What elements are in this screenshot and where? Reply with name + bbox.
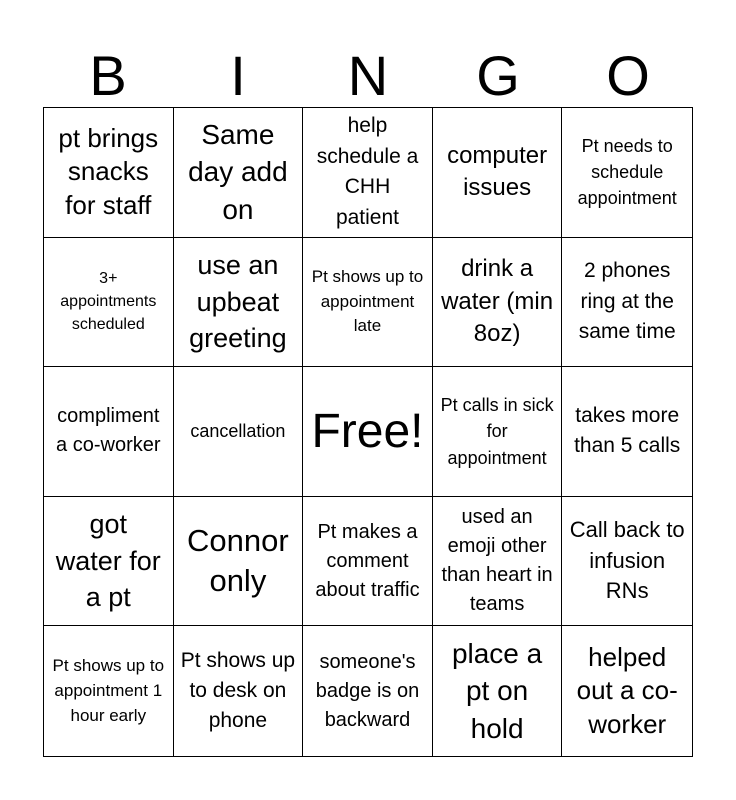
free-space[interactable]	[303, 367, 433, 497]
cell-text: Pt shows up to appointment late	[311, 266, 424, 336]
cell-text: takes more than 5 calls	[574, 404, 681, 458]
bingo-cell[interactable]	[303, 626, 433, 756]
header-letter-n: N	[347, 44, 389, 107]
bingo-cell[interactable]	[174, 367, 304, 497]
bingo-cell[interactable]	[562, 497, 692, 627]
bingo-cell[interactable]	[44, 238, 174, 368]
bingo-header	[43, 46, 693, 106]
cell-text: helped out a co-worker	[576, 641, 678, 740]
bingo-cell[interactable]	[562, 238, 692, 368]
cell-text: got water for a pt	[55, 509, 161, 613]
cell-text: Free!	[311, 404, 424, 458]
header-letter-g: G	[476, 44, 520, 107]
header-letter-o: O	[606, 44, 650, 107]
cell-text: Call back to infusion RNs	[569, 516, 685, 604]
bingo-cell[interactable]	[433, 367, 563, 497]
cell-text: drink a water (min 8oz)	[441, 255, 554, 348]
header-letter-i: I	[230, 44, 246, 107]
bingo-cell[interactable]	[174, 238, 304, 368]
bingo-cell[interactable]	[433, 238, 563, 368]
bingo-cell[interactable]	[562, 108, 692, 238]
bingo-cell[interactable]	[44, 497, 174, 627]
bingo-cell[interactable]	[303, 108, 433, 238]
cell-text: pt brings snacks for staff	[58, 122, 159, 221]
bingo-cell[interactable]	[433, 108, 563, 238]
bingo-cell[interactable]	[44, 626, 174, 756]
cell-text: 3+ appointments scheduled	[60, 270, 157, 334]
cell-text: computer issues	[447, 141, 548, 202]
bingo-cell[interactable]	[562, 626, 692, 756]
bingo-cell[interactable]	[562, 367, 692, 497]
cell-text: cancellation	[190, 421, 286, 442]
cell-text: Pt makes a comment about traffic	[315, 520, 420, 601]
bingo-cell[interactable]	[303, 497, 433, 627]
cell-text: compliment a co-worker	[56, 405, 161, 457]
cell-text: Pt calls in sick for appointment	[440, 395, 554, 468]
bingo-cell[interactable]	[174, 497, 304, 627]
bingo-cell[interactable]	[174, 108, 304, 238]
bingo-cell[interactable]	[433, 626, 563, 756]
cell-text: Pt shows up to appointment 1 hour early	[52, 656, 165, 725]
cell-text: Same day add on	[188, 118, 288, 226]
cell-text: 2 phones ring at the same time	[578, 259, 676, 344]
cell-text: used an emoji other than heart in teams	[441, 506, 553, 616]
cell-text: Pt shows up to desk on phone	[180, 648, 296, 733]
cell-text: Pt needs to schedule appointment	[577, 136, 677, 209]
header-letter-b: B	[89, 44, 127, 107]
cell-text: use an upbeat greeting	[189, 250, 287, 354]
cell-text: place a pt on hold	[451, 637, 543, 745]
cell-text: help schedule a CHH patient	[316, 114, 419, 229]
cell-text: Connor only	[187, 522, 289, 599]
bingo-cell[interactable]	[44, 108, 174, 238]
bingo-cell[interactable]	[174, 626, 304, 756]
bingo-cell[interactable]	[433, 497, 563, 627]
bingo-cell[interactable]	[303, 238, 433, 368]
bingo-board	[43, 107, 693, 757]
cell-text: someone's badge is on backward	[315, 650, 420, 731]
bingo-cell[interactable]	[44, 367, 174, 497]
